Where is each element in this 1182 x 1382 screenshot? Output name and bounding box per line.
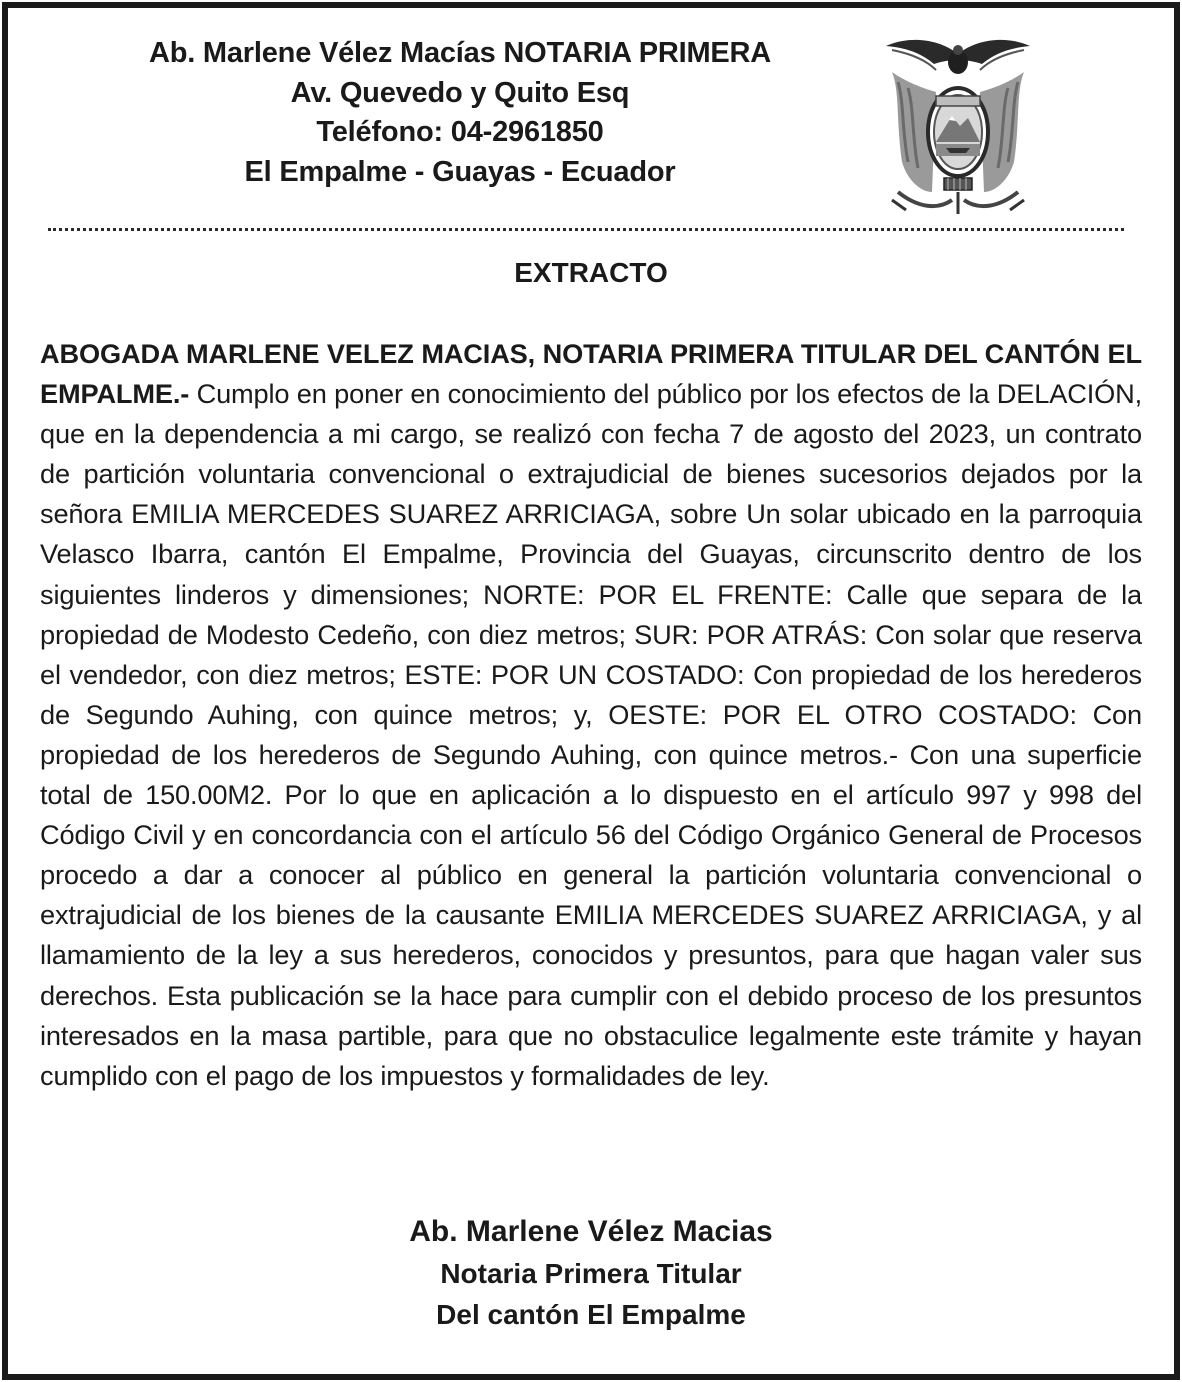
signature-jurisdiction: Del cantón El Empalme — [436, 1299, 746, 1330]
signature-name: Ab. Marlene Vélez Macias — [409, 1215, 773, 1248]
dotted-divider — [48, 228, 1124, 231]
header-line-address: Av. Quevedo y Quito Esq — [290, 76, 630, 109]
signature-role: Notaria Primera Titular — [440, 1258, 742, 1289]
ecuador-coat-of-arms-icon — [878, 32, 1038, 216]
notary-header — [60, 34, 860, 192]
header-line-phone: Teléfono: 04-2961850 — [316, 116, 604, 148]
notice-lead: ABOGADA MARLENE VELEZ MACIAS, NOTARIA PRIMERA TITULAR DEL CANTÓN EL EMPALME.- — [40, 338, 1142, 410]
document-title: EXTRACTO — [514, 257, 668, 288]
header-line-name: Ab. Marlene Vélez Macías NOTARIA PRIMERA — [148, 37, 772, 69]
notice-body — [40, 334, 1142, 1096]
notice-text: Cumplo en poner en conocimiento del público por los efectos de la DELACIÓN, que en la dependencia a mi cargo, se realizó con fecha 7 de agosto del 2023, un contrato de partición voluntaria convencional o extrajudicial de bienes sucesorios dejados por la señora EMILIA MERCEDES SUAREZ ARRICIAGA, sobre Un solar ubicado en la parroquia Velasco Ibarra, cantón El Empalme, Provincia del Guayas, circunscrito dentro de los siguientes linderos y dimensiones; NORTE: POR EL FRENTE: Calle que separa de la propiedad de Modesto Cedeño, con diez metros; SUR: POR ATRÁS: Con solar que reserva el vendedor, con diez metros; ESTE: POR UN COSTADO: Con propiedad de los herederos de Segundo Auhing, con quince metros; y, OESTE: POR EL OTRO COSTADO: Con propiedad de los herederos de Segundo Auhing, con quince metros.- Con una superficie total de 150.00M2. Por lo que en aplicación a lo dispuesto en el artículo 997 y 998 del Código Civil y en concordancia con el artículo 56 del Código Orgánico General de Procesos procedo a dar a conocer al público en general la partición voluntaria convencional o extrajudicial de los bienes de la causante EMILIA MERCEDES SUAREZ ARRICIAGA, y al llamamiento de la ley a sus herederos, conocidos y presuntos, para que hagan valer sus derechos. Esta publicación se la hace para cumplir con el debido proceso de los presuntos interesados en la masa partible, para que no obstaculice legalmente este trámite y hayan cumplido con el pago de los impuestos y formalidades de ley. — [40, 378, 1142, 1091]
signature-block — [0, 1211, 1182, 1335]
header-line-location: El Empalme - Guayas - Ecuador — [244, 155, 676, 188]
